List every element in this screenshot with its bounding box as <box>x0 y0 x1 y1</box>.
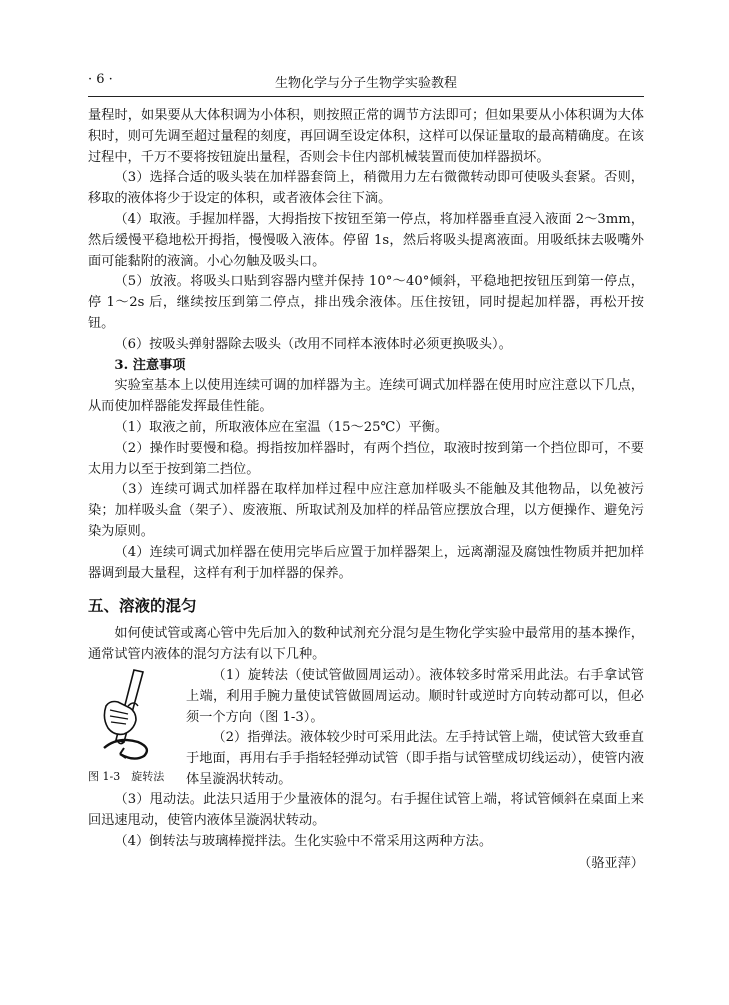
paragraph: （1）旋转法（使试管做圆周运动）。液体较多时常采用此法。右手拿试管上端，利用手腕力量使试管做圆周运动。顺时针或逆时方向转动都可以，但必须一个方向（图 1-3）。 <box>186 667 644 725</box>
paragraph: （4）取液。手握加样器，大拇指按下按钮至第一停点，将加样器垂直浸入液面 2～3mm，然后缓慢平稳地松开拇指，慢慢吸入液体。停留 1s，然后将吸头提离液面。用吸纸抹去吸嘴外面可能黏附的液滴。小心勿触及吸头口。 <box>88 211 644 269</box>
paragraph: （5）放液。将吸头口贴到容器内壁并保持 10°～40°倾斜，平稳地把按钮压到第一停点，停 1～2s 后，继续按压到第二停点，排出残余液体。压住按钮，同时提起加样器，再松开按钮。 <box>88 274 644 331</box>
paragraph: （4）连续可调式加样器在使用完毕后应置于加样器架上，远离潮湿及腐蚀性物质并把加样器调到最大量程，这样有利于加样器的保养。 <box>88 544 644 581</box>
page-header <box>88 66 644 97</box>
figure <box>88 666 184 784</box>
paragraph: 量程时，如果要从大体积调为小体积，则按照正常的调节方法即可；但如果要从小体积调为大体积时，则可先调至超过量程的刻度，再回调至设定体积，这样可以保证量取的最高精确度。在该过程中，千万不要将按钮旋出量程，否则会卡住内部机械装置而使加样器损坏。 <box>88 108 644 165</box>
paragraph: （2）指弹法。液体较少时可采用此法。左手持试管上端，使试管大致垂直于地面，再用右手手指轻轻弹动试管（即手指与试管壁成切线运动），使管内液体呈漩涡状转动。 <box>186 730 644 787</box>
page-content <box>88 106 644 875</box>
paragraph: （2）操作时要慢和稳。拇指按加样器时，有两个挡位，取液时按到第一个挡位即可，不要太用力以至于按到第二挡位。 <box>88 440 644 477</box>
subsection-title: 3. 注意事项 <box>114 357 186 373</box>
section-title: 五、溶液的混匀 <box>88 597 197 616</box>
author-credit: （骆亚萍） <box>578 856 644 872</box>
paragraph: （6）按吸头弹射器除去吸头（改用不同样本液体时必须更换吸头）。 <box>114 336 512 352</box>
book-title: 生物化学与分子生物学实验教程 <box>274 76 457 91</box>
figure-text <box>186 666 644 791</box>
page-number: · 6 · <box>88 72 113 87</box>
paragraph: （3）连续可调式加样器在取样加样过程中应注意加样吸头不能触及其他物品，以免被污染；加样吸头盒（架子）、废液瓶、所取试剂及加样的样品管应摆放合理，以方便操作、避免污染为原则。 <box>88 482 644 539</box>
hand-rotating-test-tube-icon <box>98 666 164 762</box>
paragraph: （3）选择合适的吸头装在加样器套筒上，稍微用力左右微微转动即可使吸头套紧。否则，移取的液体将少于设定的体积，或者液体会往下滴。 <box>88 170 644 207</box>
paragraph: （4）倒转法与玻璃棒搅拌法。生化实验中不常采用这两种方法。 <box>114 833 493 849</box>
paragraph: （1）取液之前，所取液体应在室温（15～25℃）平衡。 <box>114 419 449 435</box>
figure-caption: 图 1-3 旋转法 <box>88 769 165 783</box>
figure-block <box>88 666 644 790</box>
paragraph: 实验室基本上以使用连续可调的加样器为主。连续可调式加样器在使用时应注意以下几点，从而使加样器能发挥最佳性能。 <box>88 378 644 415</box>
paragraph: （3）甩动法。此法只适用于少量液体的混匀。右手握住试管上端，将试管倾斜在桌面上来回迅速甩动，使管内液体呈漩涡状转动。 <box>88 791 644 828</box>
paragraph: 如何使试管或离心管中先后加入的数种试剂充分混匀是生物化学实验中最常用的基本操作，通常试管内液体的混匀方法有以下几种。 <box>88 626 644 663</box>
